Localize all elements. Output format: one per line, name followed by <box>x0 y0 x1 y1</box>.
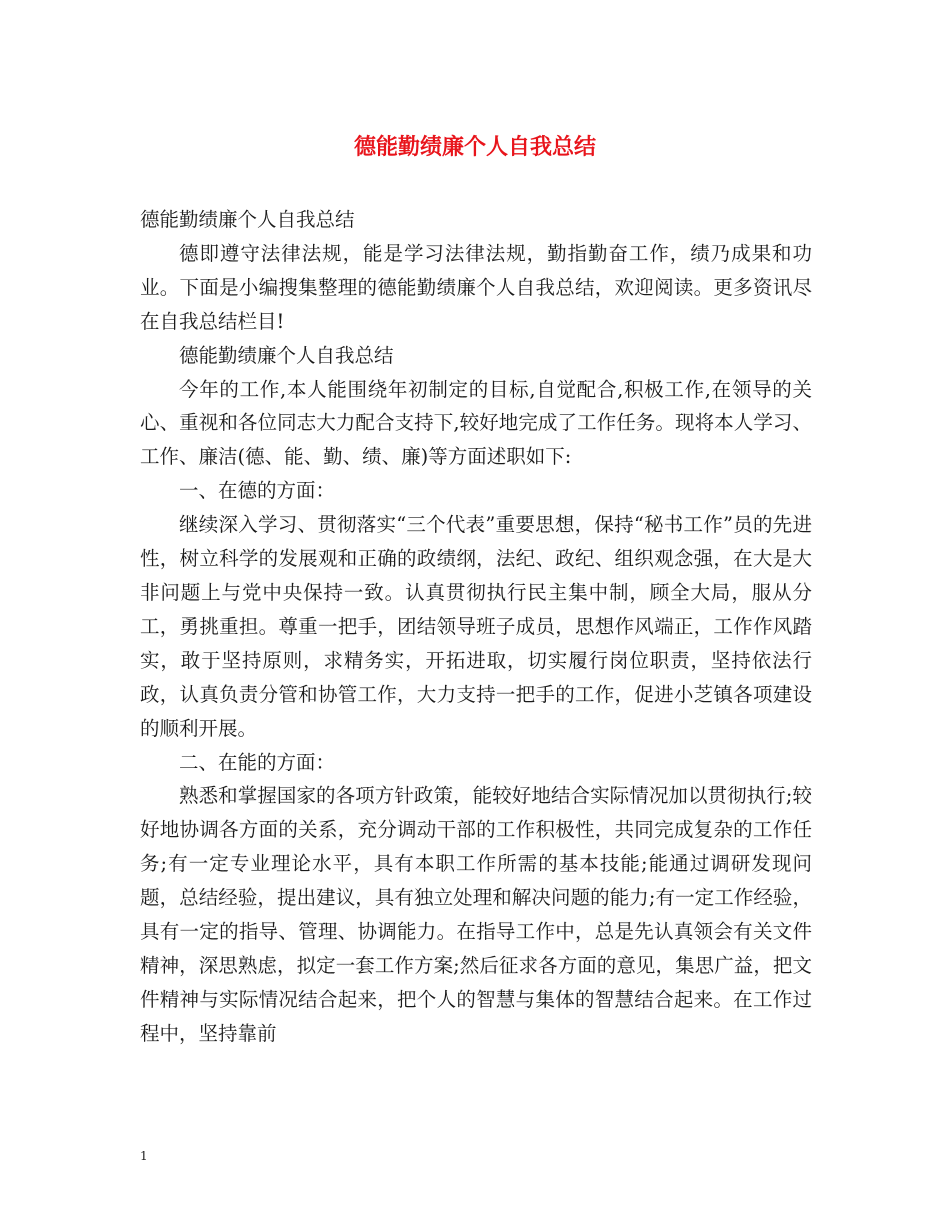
document-title: 德能勤绩廉个人自我总结 <box>353 135 596 160</box>
paragraph-intro: 德即遵守法律法规，能是学习法律法规，勤指勤奋工作，绩乃成果和功业。下面是小编搜集整理的德能勤绩廉个人自我总结，欢迎阅读。更多资讯尽在自我总结栏目! <box>140 241 812 333</box>
page-number: 1 <box>140 1149 148 1163</box>
paragraph-subtitle: 德能勤绩廉个人自我总结 <box>140 208 355 231</box>
paragraph-heading: 德能勤绩廉个人自我总结 <box>179 343 394 367</box>
paragraph-overview: 今年的工作,本人能围绕年初制定的目标,自觉配合,积极工作,在领导的关心、重视和各位同志大力配合支持下,较好地完成了工作任务。现将本人学习、工作、廉洁(德、能、勤、绩、廉)等方面述职如下: <box>140 377 812 469</box>
document-body <box>140 203 812 1051</box>
section-heading-de: 一、在德的方面： <box>179 479 336 503</box>
paragraph-neng: 熟悉和掌握国家的各项方针政策，能较好地结合实际情况加以贯彻执行;较好地协调各方面的关系，充分调动干部的工作积极性，共同完成复杂的工作任务;有一定专业理论水平，具有本职工作所需的基本技能;能通过调研发现问题，总结经验，提出建议，具有独立处理和解决问题的能力;有一定工作经验，具有一定的指导、管理、协调能力。在指导工作中，总是先认真领会有关文件精神，深思熟虑，拟定一套工作方案;然后征求各方面的意见，集思广益，把文件精神与实际情况结合起来，把个人的智慧与集体的智慧结合起来。在工作过程中，坚持靠前 <box>140 784 812 1045</box>
paragraph-de: 继续深入学习、贯彻落实“三个代表”重要思想，保持“秘书工作”员的先进性，树立科学的发展观和正确的政绩纲，法纪、政纪、组织观念强，在大是大非问题上与党中央保持一致。认真贯彻执行民主集中制，顾全大局，服从分工，勇挑重担。尊重一把手，团结领导班子成员，思想作风端正，工作作风踏实，敢于坚持原则，求精务实，开拓进取，切实履行岗位职责，坚持依法行政，认真负责分管和协管工作，大力支持一把手的工作，促进小芝镇各项建设的顺利开展。 <box>140 513 812 740</box>
section-heading-neng: 二、在能的方面： <box>179 750 336 774</box>
